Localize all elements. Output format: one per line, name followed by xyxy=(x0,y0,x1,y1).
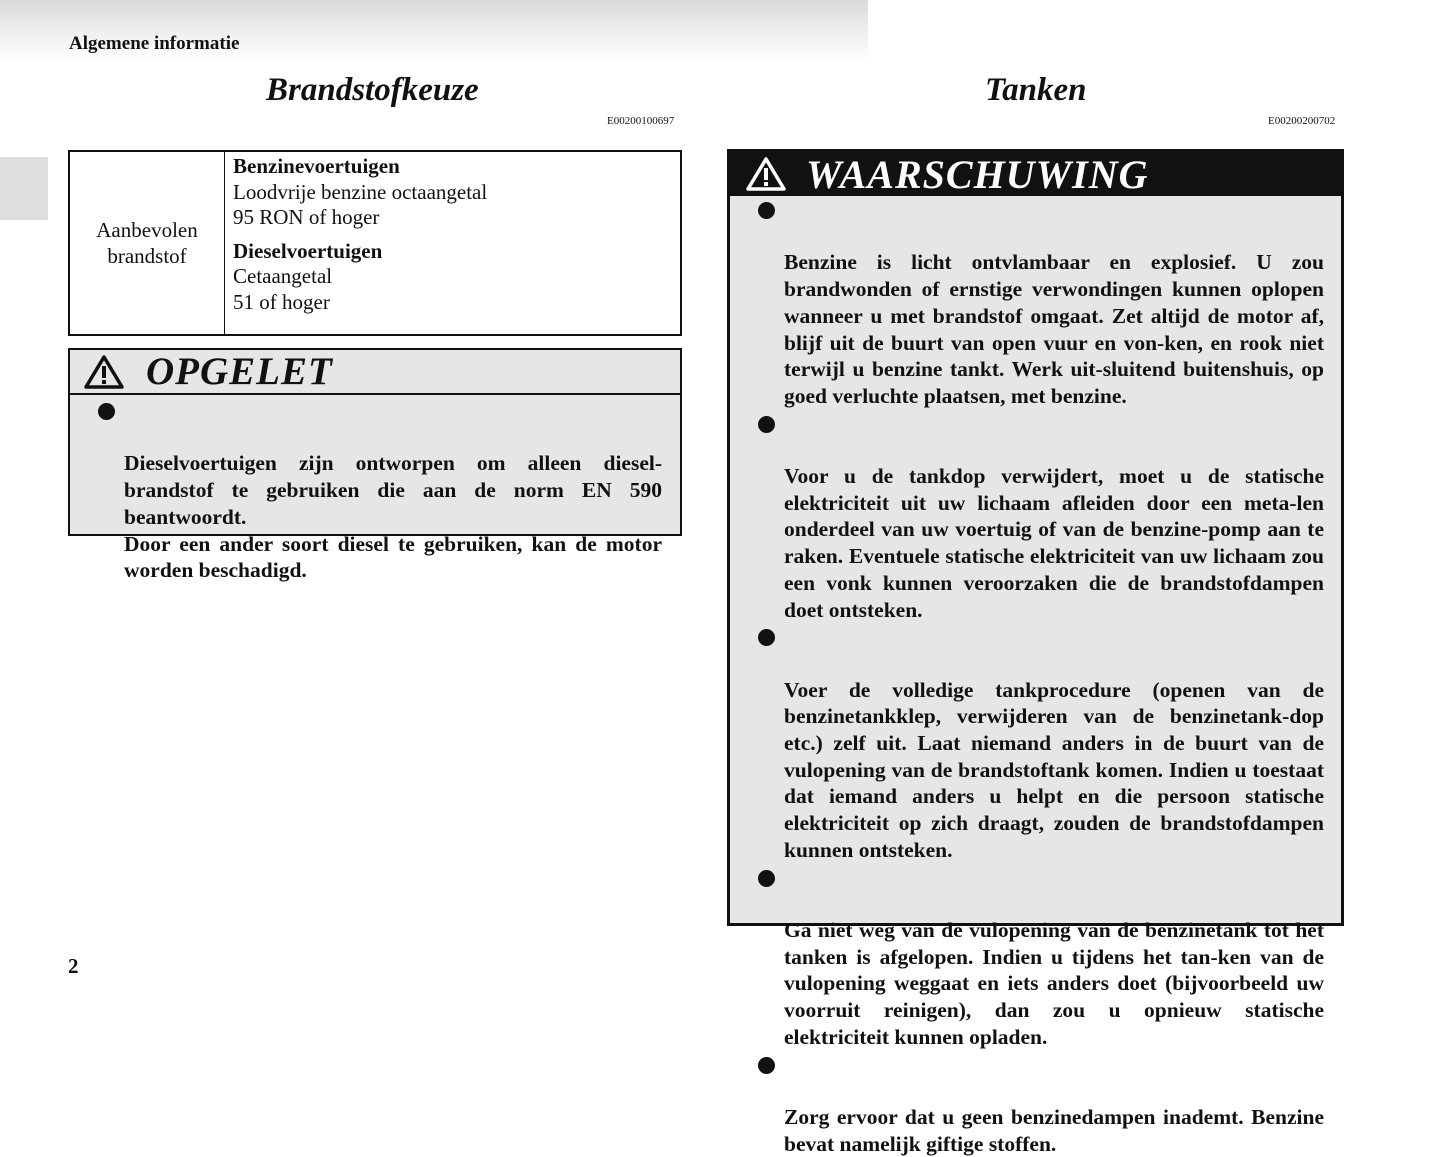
running-head: Algemene informatie xyxy=(69,33,239,55)
fuel-table-values-cell xyxy=(225,152,680,334)
fuel-group-petrol xyxy=(233,154,672,231)
warning-item-text: Voor u de tankdop verwijdert, moet u de statische elektriciteit uit uw lichaam afleiden door een meta-len onderdeel van uw voertuig of van de benzine-pomp aan te raken. Eventuele statische elektriciteit van uw lichaam zou een vonk kunnen veroorzaken die de brandstofdampen doet ontsteken. xyxy=(784,464,1324,622)
warning-item-text: Zorg ervoor dat u geen benzinedampen inademt. Benzine bevat namelijk giftige stoffen. xyxy=(784,1105,1324,1156)
bullet-icon xyxy=(758,1057,775,1074)
caution-item xyxy=(96,397,662,584)
caution-header xyxy=(70,350,680,395)
warning-box xyxy=(727,149,1344,926)
bullet-icon xyxy=(98,403,115,420)
fuel-label-line: Aanbevolen xyxy=(96,217,197,243)
fuel-group-diesel xyxy=(233,239,672,316)
caution-body xyxy=(70,395,680,584)
side-tab-marker xyxy=(0,157,48,220)
bullet-icon xyxy=(758,629,775,646)
fuel-spec-line: 95 RON of hoger xyxy=(233,205,672,231)
warning-triangle-icon xyxy=(84,355,124,389)
bullet-icon xyxy=(758,416,775,433)
warning-item xyxy=(756,623,1324,863)
section-title-brandstofkeuze: Brandstofkeuze xyxy=(266,72,479,109)
section-title-tanken: Tanken xyxy=(985,72,1086,109)
page-number: 2 xyxy=(68,954,79,979)
warning-header xyxy=(730,152,1341,196)
caution-title: OPGELET xyxy=(146,349,333,394)
warning-list xyxy=(756,196,1324,1157)
warning-item-text: Ga niet weg van de vulopening van de benzinetank tot het tanken is afgelopen. Indien u tijdens het tan-ken van de vulopening weggaat en iets anders doet (bijvoorbeeld uw voorruit reinigen), dan zou u opnieuw statische elektriciteit kunnen opladen. xyxy=(784,918,1324,1049)
warning-item xyxy=(756,196,1324,410)
fuel-label-line: brandstof xyxy=(96,243,197,269)
caution-item-text: Dieselvoertuigen zijn ontworpen om alleen diesel-brandstof te gebruiken die aan de norm EN 590 beantwoordt. Door een ander soort diesel te gebruiken, kan de motor worden beschadigd. xyxy=(124,451,662,582)
caution-list xyxy=(96,397,662,584)
warning-body xyxy=(730,196,1341,1157)
bullet-icon xyxy=(758,202,775,219)
warning-item-text: Benzine is licht ontvlambaar en explosief. U zou brandwonden of ernstige verwondingen kunnen oplopen wanneer u met brandstof omgaat. Zet altijd de motor af, blijf uit de buurt van open vuur en von-ken, en rook niet terwijl u benzine tankt. Werk uit-sluitend buitenshuis, op goed verluchte plaatsen, met benzine. xyxy=(784,250,1324,408)
warning-item xyxy=(756,410,1324,624)
warning-item xyxy=(756,1051,1324,1157)
fuel-table xyxy=(68,150,682,336)
fuel-spec-line: 51 of hoger xyxy=(233,290,672,316)
warning-item xyxy=(756,864,1324,1051)
fuel-group-heading: Dieselvoertuigen xyxy=(233,239,672,265)
fuel-spec-line: Loodvrije benzine octaangetal xyxy=(233,180,672,206)
fuel-group-heading: Benzinevoertuigen xyxy=(233,154,672,180)
fuel-spec-line: Cetaangetal xyxy=(233,264,672,290)
fuel-table-label-cell xyxy=(70,152,225,334)
section-code: E00200100697 xyxy=(607,115,674,127)
section-code: E00200200702 xyxy=(1268,115,1335,127)
warning-triangle-icon xyxy=(746,157,786,191)
caution-box xyxy=(68,348,682,536)
bullet-icon xyxy=(758,870,775,887)
warning-item-text: Voer de volledige tankprocedure (openen van de benzinetankklep, verwijderen van de benzinetank-dop etc.) zelf uit. Laat niemand anders in de buurt van de vulopening van de brandstoftank komen. Indien u toestaat dat iemand anders u helpt en die persoon statische elektriciteit op zich draagt, zouden de brandstofdampen kunnen ontsteken. xyxy=(784,678,1324,862)
warning-title: WAARSCHUWING xyxy=(806,151,1148,198)
